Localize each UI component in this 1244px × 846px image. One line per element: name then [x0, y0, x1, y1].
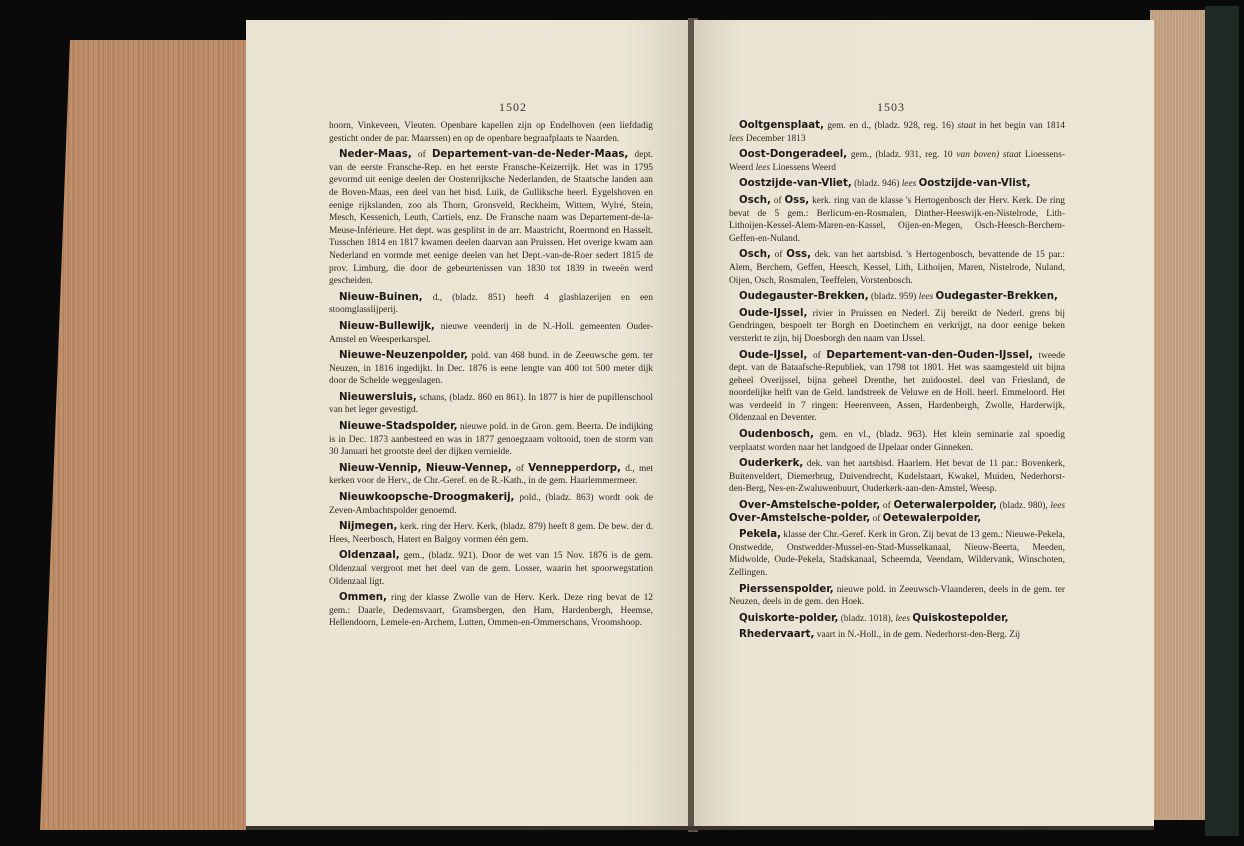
entry: Ommen, ring der klasse Zwolle van de Herv. Kerk. Deze ring bevat de 12 gem.: Daarle, Dedemsvaart, Gramsbergen, den Ham, Hardenbergh, Heemse, Hellendoorn, Lemele-en-Archem, Lutten, Ommen-en-Ommerschans, Vroomshoop.: [329, 592, 653, 629]
entry: Neder-Maas, of Departement-van-de-Neder-Maas, dept. van de eerste Fransche-Rep. en het eerste Fransche-Keizerrijk. Het was in 1795 gevormd uit eenige deelen der Oostenrijksche Nederlanden, de Staatsche landen aan de Boven-Maas, een deel van het bisd. Luik, de Gulliksche heerl. Eygelshoven en eenige rijkslanden, zoo als Thorn, Gronsveld, Reckheim, Wittem, Wylré, Stein, Mesch, Kessenich, Leuth, Cartiels, enz. De Fransche naam was Departement-de-la-Meuse-Inférieure. Het dept. was gesplitst in de arr. Maastricht, Roermond en Hasselt. Tusschen 1814 en 1817 kwamen deelen daarvan aan Pruissen. Het overige kwam aan Nederland en vormde met eenige deelen van het Dept.-van-de-Roer sedert 1815 de prov. Limburg, die door de gebeurtenissen van 1830 tot 1839 in tweeën werd gescheiden.: [329, 149, 653, 287]
page-edges-left: [40, 40, 250, 830]
entry: Osch, of Oss, dek. van het aartsbisd. 's Hertogenbosch, bevattende de 15 par.: Alem, Berchem, Geffen, Heesch, Kessel, Lith, Lithoijen, Maren, Nistelrode, Nuland, Oijen, Osch, Rosmalen, Teeffelen, Vorstenbosch.: [729, 249, 1066, 286]
entry: hoorn, Vinkeveen, Vleuten. Openbare kapellen zijn op Endelhoven (een liefdadig gesticht onder de par. Maarssen) en op de openbare begraafplaats te Naarden.: [329, 121, 653, 144]
entry: Nieuwe-Neuzenpolder, pold. van 468 bund. in de Zeeuwsche gem. ter Neuzen, in 1816 ingedijkt. In Dec. 1876 is eene lengte van 400 tot 500 meter dijk door de Schelde weggeslagen.: [329, 350, 653, 387]
entry: Pierssenspolder, nieuwe pold. in Zeeuwsch-Vlaanderen, deels in de gem. ter Neuzen, deels in de gem. den Hoek.: [729, 583, 1065, 608]
page-number: 1503: [877, 100, 905, 114]
entry: Nieuw-Buinen, d., (bladz. 851) heeft 4 glasblazerijen en een stoomglasslijperij.: [329, 291, 653, 316]
entry: Oudegauster-Brekken, (bladz. 959) lees Oudegaster-Brekken,: [739, 291, 1058, 303]
entry: Nieuw-Bullewijk, nieuwe veenderij in de N.-Holl. gemeenten Ouder-Amstel en Weesperkarspel.: [329, 320, 653, 345]
entry: Quiskorte-polder, (bladz. 1018), lees Quiskostepolder,: [739, 612, 1009, 624]
entry: Nieuwkoopsche-Droogmakerij, pold., (bladz. 863) wordt ook de Zeven-Ambachtspolder genoemd.: [329, 492, 653, 516]
entry: Nieuwe-Stadspolder, nieuwe pold. in de Gron. gem. Beerta. De indijking is in Dec. 1873 aanbesteed en was in 1877 genoegzaam voltooid, toen de storm van 30 Januari het grootste deel der dijken vernielde.: [329, 421, 653, 458]
entry: Oost-Dongeradeel, gem., (bladz. 931, reg. 10 van boven) staat Lioessens-Weerd lees Lioessens Weerd: [729, 149, 1065, 173]
entry: Over-Amstelsche-polder, of Oeterwalerpolder, (bladz. 980), lees Over-Amstelsche-polder, of Oetewalerpolder,: [729, 500, 1065, 524]
entry: Nieuwersluis, schans, (bladz. 860 en 861). In 1877 is hier de pupillenschool van het leger gevestigd.: [329, 391, 653, 416]
entry: Oostzijde-van-Vliet, (bladz. 946) lees Oostzijde-van-Vlist,: [739, 178, 1031, 190]
book-cover-right: [1205, 6, 1239, 836]
entry: Oude-IJssel, of Departement-van-den-Ouden-IJssel, tweede dept. van de Bataafsche-Republiek, van 1798 tot 1801. Het was saamgesteld uit bijna geheel Overijssel, bijna geheel Drenthe, het zuidoostel. deel van Friesland, de noordelijke helft van de Geld. landstreek de Veluwe en de Holl. heerl. Emmeloord. Het was verdeeld in 7 ringen: Heerenveen, Assen, Hardenbergh, Zwolle, Harderwijk, Oldenzaal en Deventer.: [729, 349, 1066, 424]
entry: Ooltgensplaat, gem. en d., (bladz. 928, reg. 16) staat in het begin van 1814 lees December 1813: [729, 120, 1065, 144]
page-bottom-shadow: [246, 826, 1154, 830]
entry: Pekela, klasse der Chr.-Geref. Kerk in Gron. Zij bevat de 13 gem.: Nieuwe-Pekela, Onstwedde, Onstwedder-Mussel-en-Stad-Musselkanaal, Nieuw-Beerta, Meeden, Midwolde, Oude-Pekela, Stadskanaal, Scheemda, Veendam, Wildervank, Winschoten, Zellingen.: [729, 529, 1065, 578]
entry: Oude-IJssel, rivier in Pruissen en Nederl. Zij bereikt de Nederl. grens bij Gendringen, bespoelt ter Borgh en Doetinchem en verkrijgt, na door eenige beken versterkt te zijn, bij Doesborgh den naam van IJssel.: [729, 307, 1065, 344]
entry: Oudenbosch, gem. en vl., (bladz. 963). Het klein seminarie zal spoedig verplaatst worden naar het landgoed de IJpelaar onder Ginneken.: [729, 429, 1065, 453]
entry: Nieuw-Vennip, Nieuw-Vennep, of Vennepperdorp, d., met kerken voor de Herv., de Chr.-Geref. en de R.-Kath., in de gem. Haarlemmermeer.: [329, 462, 654, 487]
page-edges-right: [1150, 10, 1205, 820]
entry: Oldenzaal, gem., (bladz. 921). Door de wet van 15 Nov. 1876 is de gem. Oldenzaal vergroot met het deel van de gem. Losser, waarin het spoorwegstation Oldenzaal ligt.: [329, 550, 653, 587]
page-number: 1502: [499, 100, 527, 114]
left-page: [246, 20, 690, 830]
text-column: [329, 120, 653, 634]
entry: Osch, of Oss, kerk. ring van de klasse 's Hertogenbosch der Herv. Kerk. De ring bevat de 5 gem.: Berlicum-en-Rosmalen, Dinther-Heeswijk-en-Nistelrode, Lith-Lithoijen-Kessel-Alem-Maren-en-Kassel, Oijen-en-Megen, Osch-Heesch-Berchem-Geffen-en-Nuland.: [729, 194, 1065, 244]
right-page: [694, 20, 1154, 830]
text-column: [729, 120, 1065, 646]
entry: Nijmegen, kerk. ring der Herv. Kerk, (bladz. 879) heeft 8 gem. De bew. der d. Hees, Neerbosch, Hatert en Balgoy vormen één gem.: [329, 521, 653, 545]
entry: Rhedervaart, vaart in N.-Holl., in de gem. Nederhorst-den-Berg. Zij: [739, 629, 1021, 641]
entry: Ouderkerk, dek. van het aartsbisd. Haarlem. Het bevat de 11 par.: Bovenkerk, Buitenveldert, Diemerbrug, Duivendrecht, Kudelstaart, Kwakel, Muiden, Nederhorst-den-Berg, Nes-en-Zwaluwenbuurt, Ouderkerk-aan-den-Amstel, Weesp.: [729, 458, 1065, 495]
